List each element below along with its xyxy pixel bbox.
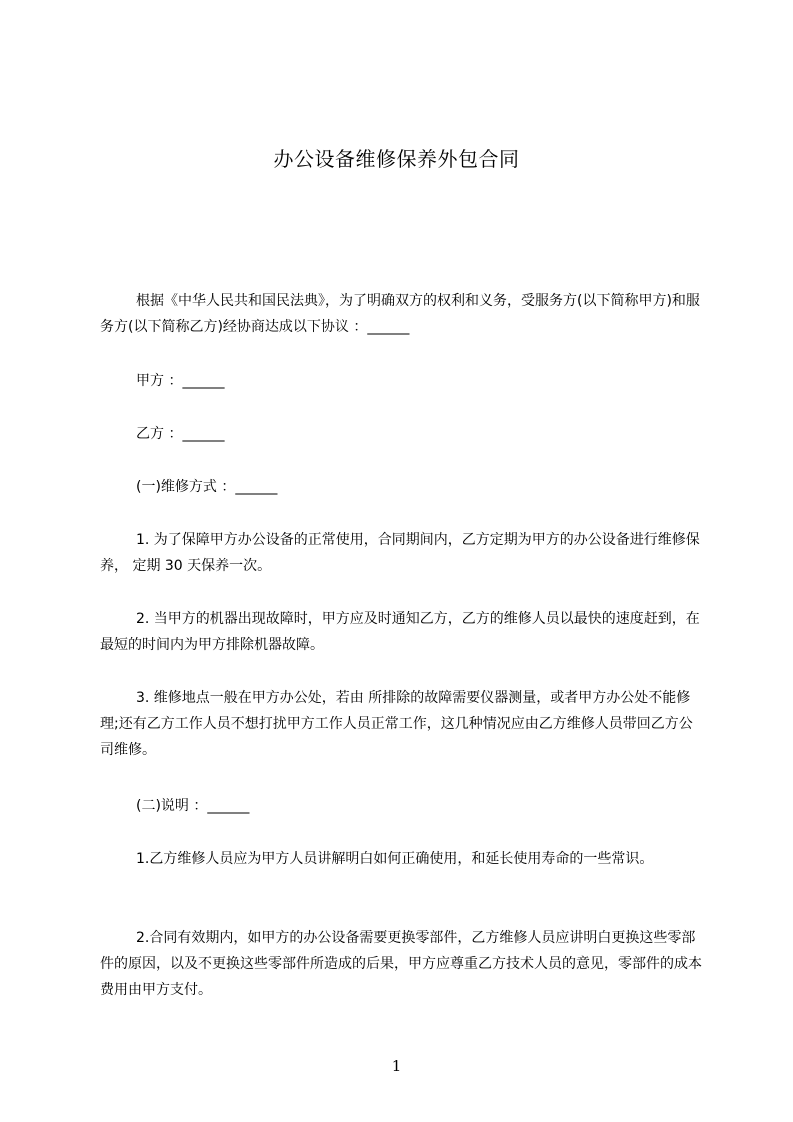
section-heading-notes: (二)说明 ：______ <box>136 798 250 814</box>
preamble-paragraph: 根据《中华人民共和国民法典》，为了明确双方的权利和义务，受服务方(以下简称甲方)和服务方(以下简称乙方)经协商达成以下协议 ：______ <box>100 293 700 335</box>
document-title: 办公设备维修保养外包合同 <box>273 147 520 171</box>
party-a-line: 甲方 ：______ <box>136 373 225 389</box>
page-number: 1 <box>391 1057 402 1075</box>
clause-1-3: 3. 维修地点一般在甲方办公处，若由 所排除的故障需要仪器测量，或者甲方办公处不能修理;还有乙方工作人员不想打扰甲方工作人员正常工作，这几种情况应由乙方维修人员带回乙方公司维修。 <box>100 690 693 758</box>
clause-1-1: 1. 为了保障甲方办公设备的正常使用，合同期间内，乙方定期为甲方的办公设备进行维修保养， 定期 30 天保养一次。 <box>100 532 700 574</box>
clause-1-2: 2. 当甲方的机器出现故障时，甲方应及时通知乙方，乙方的维修人员以最快的速度赶到，在最短的时间内为甲方排除机器故障。 <box>100 611 700 653</box>
party-b-line: 乙方 ：______ <box>136 426 225 442</box>
clause-2-1: 1.乙方维修人员应为甲方人员讲解明白如何正确使用，和延长使用寿命的一些常识。 <box>136 851 654 867</box>
clause-2-2: 2.合同有效期内，如甲方的办公设备需要更换零部件，乙方维修人员应讲明白更换这些零部件的原因，以及不更换这些零部件所造成的后果，甲方应尊重乙方技术人员的意见，零部件的成本费用由甲方支付。 <box>100 930 702 998</box>
section-heading-maintenance-method: (一)维修方式 ：______ <box>136 479 278 495</box>
